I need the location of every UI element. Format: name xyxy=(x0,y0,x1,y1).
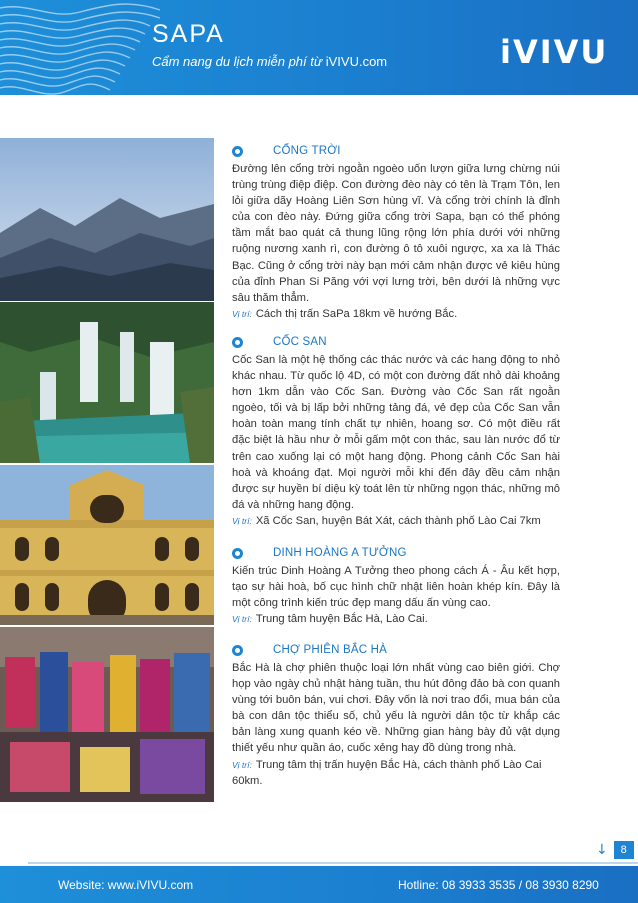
section-location xyxy=(232,306,560,322)
section-location xyxy=(232,513,560,529)
location-label: Vị trí: xyxy=(232,614,252,625)
page-number-area xyxy=(596,841,634,859)
page-title: SAPA xyxy=(152,20,225,48)
section-title: CHỢ PHIÊN BẮC HÀ xyxy=(273,644,388,656)
section-location xyxy=(232,611,560,627)
section-cong-troi xyxy=(232,143,560,322)
section-title: DINH HOÀNG A TƯỞNG xyxy=(273,547,407,559)
location-value: Xã Cốc San, huyện Bát Xát, cách thành phố Lào Cai 7km xyxy=(255,514,541,527)
photo-cong-troi xyxy=(0,138,214,301)
section-title: CỐC SAN xyxy=(273,336,327,348)
section-title: CỔNG TRỜI xyxy=(273,145,341,157)
section-body: Cốc San là một hệ thống các thác nước và các hang động to nhỏ khác nhau. Từ quốc lộ 4D, có một con đường đất nhỏ dài khoảng hơn 1km dẫn vào Cốc San. Đường vào Cốc San rất ngoằn ngoèo, tối và bị lấp bởi những tảng đá, vẻ đẹp của Cốc San vẫn hoàn toàn mang tính chất tự nhiên, hoang sơ. Có một điều rất đặc biệt là hầu như ở mỗi gấm một con thác, sau làn nước đổ từ trên cao xuống lại có một hang động. Phong cảnh Cốc San hài hoà và khoáng đạt. Mọi người mỗi khi đến đây đều cảm nhận được sự huyền bí diệu kỳ toát lên từ những ngọn thác, những mô đá và những hang động. xyxy=(232,354,560,511)
down-arrow-icon: ↓ xyxy=(596,842,608,858)
subtitle-brand: iVIVU.com xyxy=(325,54,388,69)
section-heading xyxy=(232,143,560,159)
ivivu-logo: iVIVU xyxy=(500,33,609,71)
section-location xyxy=(232,757,560,789)
section-heading xyxy=(232,334,560,350)
circle-bullet-icon xyxy=(232,645,243,656)
circle-bullet-icon xyxy=(232,146,243,157)
location-label: Vị trí: xyxy=(232,759,252,770)
section-dinh-hoang-a-tuong xyxy=(232,545,560,627)
section-coc-san xyxy=(232,334,560,529)
subtitle-text: Cẩm nang du lịch miễn phí từ xyxy=(152,54,323,69)
circle-bullet-icon xyxy=(232,548,243,559)
location-value: Trung tâm thị trấn huyện Bắc Hà, cách thành phố Lào Cai 60km. xyxy=(232,758,542,787)
photo-cho-phien-bac-ha xyxy=(0,627,214,802)
location-label: Vị trí: xyxy=(232,308,252,319)
page-number: 8 xyxy=(614,841,634,859)
location-label: Vị trí: xyxy=(232,515,252,526)
photo-dinh-hoang-a-tuong xyxy=(0,465,214,625)
section-heading xyxy=(232,642,560,658)
section-body: Kiến trúc Dinh Hoàng A Tưởng theo phong cách Á - Âu kết hợp, tạo sự hài hoà, bố cục hình chữ nhật liên hoàn khép kín. Đây là một công trình kiến trúc đẹp mang dấu ấn vùng cao. xyxy=(232,565,560,610)
photo-coc-san xyxy=(0,302,214,463)
circle-bullet-icon xyxy=(232,337,243,348)
section-body: Đường lên cổng trời ngoằn ngoèo uốn lượn giữa lưng chừng núi trùng trùng điệp điệp. Con đường đèo này có tên là Trạm Tôn, len lỏi giữa dãy Hoàng Liên Sơn hùng vĩ. Và cổng trời chính là đỉnh của con đèo này. Đứng giữa cổng trời Sapa, bạn có thể phóng tầm mắt bao quát cả thung lũng rộng lớn phía dưới với những ruộng nương xanh rì, con đường ô tô xuôi ngược, xa xa là Thác Bạc. Cũng ở cổng trời này bạn mới cảm nhận được vẻ kiêu hùng của đỉnh Phan Si Păng với vợi lưng trời, bên dưới là những vực sâu thăm thẳm. xyxy=(232,163,560,304)
section-heading xyxy=(232,545,560,561)
section-cho-phien-bac-ha xyxy=(232,642,560,789)
location-value: Trung tâm huyện Bắc Hà, Lào Cai. xyxy=(255,613,428,626)
page-subtitle xyxy=(152,54,387,69)
page-header xyxy=(0,0,638,95)
section-body: Bắc Hà là chợ phiên thuộc loại lớn nhất vùng cao biên giới. Chợ họp vào ngày chủ nhật hàng tuần, thu hút đông đảo bà con quanh vùng tới buôn bán, vui chơi. Đây vốn là nơi trao đổi, mua bán của bà con dân tộc thiểu số, chủ yếu là người dân tộc từ khắp các bản làng xung quanh kéo về. Những gian hàng bày đủ vật dụng thiết yếu như quần áo, cuốc xẻng hay đồ dùng trong nhà. xyxy=(232,662,560,755)
footer-divider xyxy=(28,862,638,864)
location-value: Cách thị trấn SaPa 18km về hướng Bắc. xyxy=(255,307,458,320)
footer-website[interactable]: Website: www.iVIVU.com xyxy=(58,878,194,892)
footer-hotline: Hotline: 08 3933 3535 / 08 3930 8290 xyxy=(398,878,599,892)
page-footer xyxy=(0,866,638,903)
